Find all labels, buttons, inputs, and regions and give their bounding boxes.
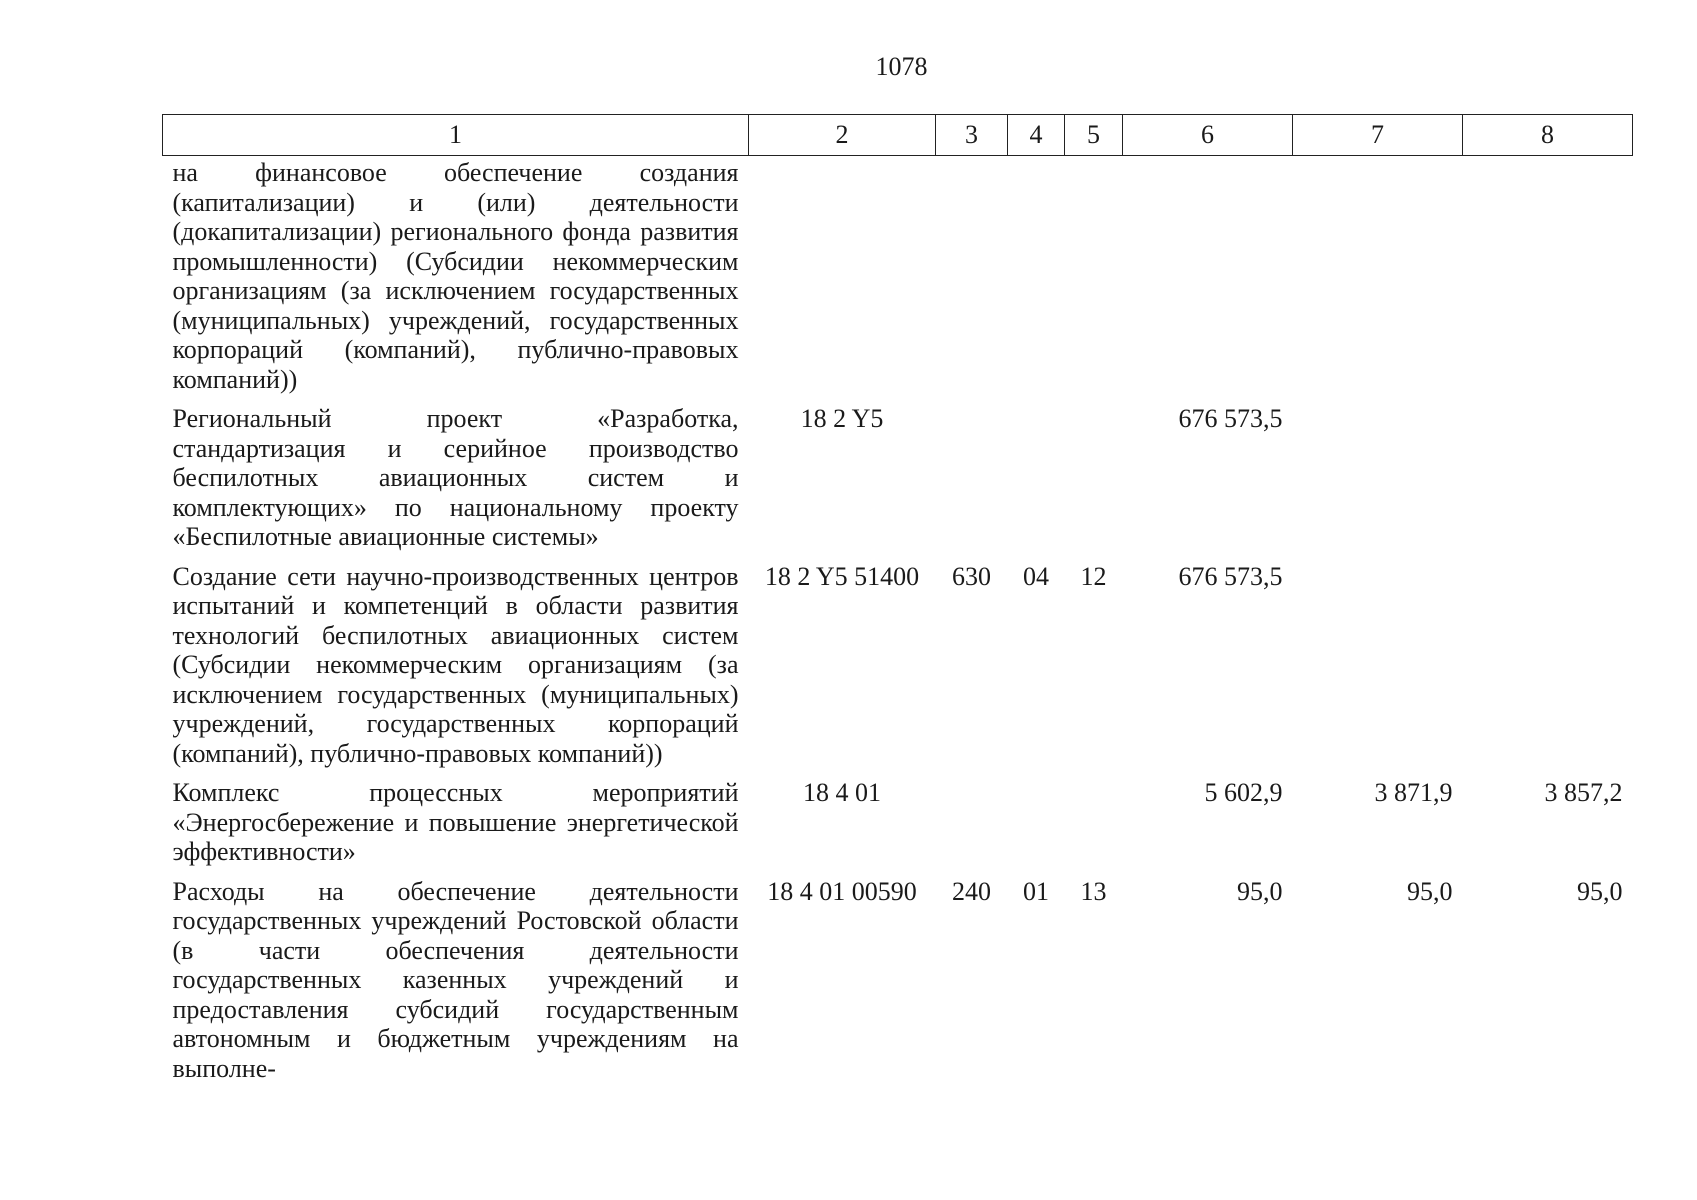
row-expense-type: 630 [952,561,991,591]
row-amount-col7: 95,0 [1407,876,1453,906]
row-subsection [1065,778,1123,877]
row-description: Расходы на обеспечение деятельности государственных учреждений Ростовской области (в части обеспечения деятельности государственных казенных учреждений и предоставления субсидий государственным автономным и бюджетным учреждениям на выполне- [172,876,739,1083]
row-code: 18 4 01 00590 [767,876,917,906]
row-subsection: 13 [1080,876,1107,906]
row-amount-col8: 3 857,2 [1544,778,1623,807]
row-amount-col8 [1463,562,1633,779]
row-amount-col7: 3 871,9 [1374,778,1453,807]
row-code [749,156,936,405]
row-description: на финансовое обеспечение создания (капитализации) и (или) деятельности (докапитализации) регионального фонда развития промышленности) (Субсидии некоммерческим организациям (за исключением государственных (муниципальных) учреждений, государственных корпораций (компаний), публично-правовых компаний)) [172,158,739,394]
column-header: 3 [936,115,1008,156]
row-expense-type [936,156,1008,405]
row-subsection [1065,404,1123,562]
row-code: 18 4 01 [803,778,881,807]
row-subsection: 12 [1080,561,1107,591]
column-header: 8 [1463,115,1633,156]
column-header: 2 [749,115,936,156]
page-number: 1078 [875,52,928,81]
table-row [163,778,1633,877]
row-section [1008,404,1065,562]
row-amount-col6: 676 573,5 [1178,404,1283,433]
table-row [163,877,1633,1094]
column-header: 1 [163,115,749,156]
budget-table [162,114,1633,1093]
row-amount-col8: 95,0 [1577,876,1623,906]
row-amount-col6: 95,0 [1237,876,1283,906]
column-header: 6 [1123,115,1293,156]
row-amount-col7 [1293,562,1463,779]
row-amount-col8 [1463,404,1633,562]
row-section: 01 [1023,876,1049,906]
row-amount-col6: 676 573,5 [1178,561,1283,591]
row-description: Региональный проект «Разработка, стандартизация и серийное производство беспилотных авиационных систем и комплектующих» по национальному проекту «Беспилотные авиационные системы» [172,404,739,551]
row-description: Комплекс процессных мероприятий «Энергосбережение и повышение энергетической эффективности» [172,778,739,866]
column-header: 4 [1008,115,1065,156]
row-amount-col7 [1293,404,1463,562]
row-section: 04 [1023,561,1049,591]
row-expense-type [936,404,1008,562]
row-amount-col8 [1463,156,1633,405]
table-header-row [163,115,1633,156]
row-code: 18 2 Y5 [800,404,884,433]
row-expense-type: 240 [952,876,991,906]
table-row [163,404,1633,562]
column-header: 7 [1293,115,1463,156]
row-amount-col7 [1293,156,1463,405]
row-code: 18 2 Y5 51400 [764,561,920,591]
row-amount-col6 [1123,156,1293,405]
row-section [1008,156,1065,405]
row-amount-col6: 5 602,9 [1204,778,1283,807]
row-description: Создание сети научно-производственных центров испытаний и компетенций в области развития технологий беспилотных авиационных систем (Субсидии некоммерческим организациям (за исключением государственных (муниципальных) учреждений, государственных корпораций (компаний), публично-правовых компаний)) [172,561,739,768]
row-section [1008,778,1065,877]
row-subsection [1065,156,1123,405]
table-row [163,156,1633,405]
column-header: 5 [1065,115,1123,156]
table-row [163,562,1633,779]
row-expense-type [936,778,1008,877]
